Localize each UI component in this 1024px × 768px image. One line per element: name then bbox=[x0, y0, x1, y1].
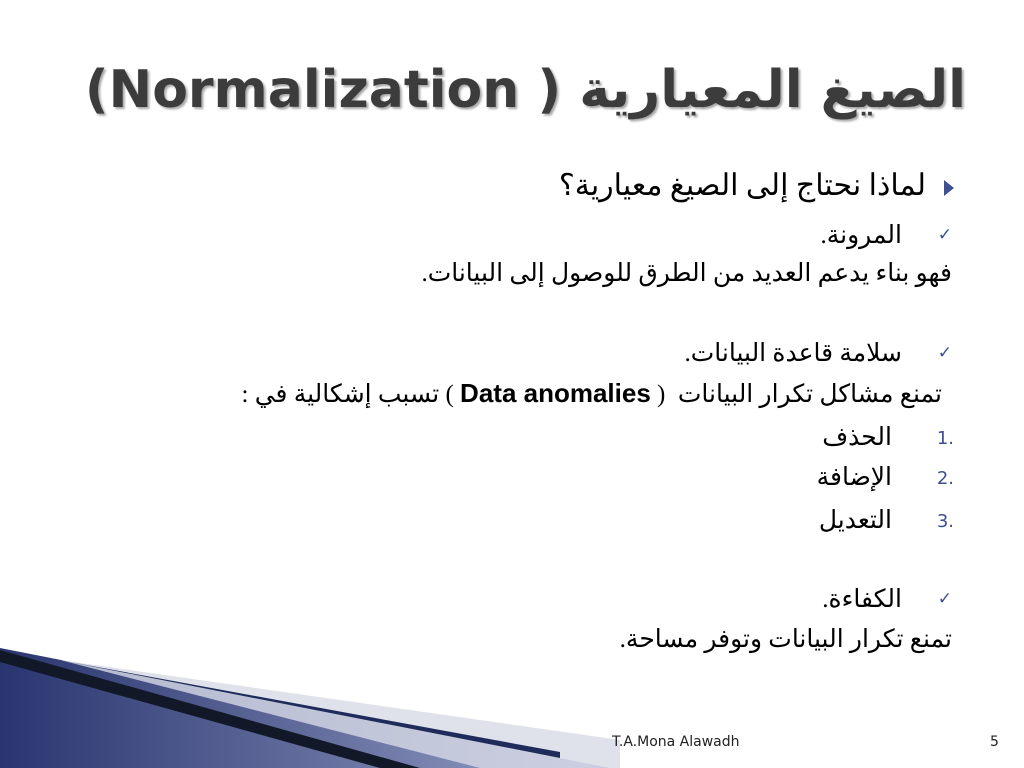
item-label: الحذف bbox=[822, 424, 892, 451]
efficiency-desc bbox=[52, 624, 952, 654]
numbered-item-3 bbox=[52, 505, 952, 535]
page-number: 5 bbox=[990, 734, 999, 750]
flexibility-desc bbox=[52, 258, 952, 288]
slide-title: الصيغ المعيارية ( Normalization) bbox=[84, 60, 966, 120]
checkmark-icon: ✓ bbox=[937, 589, 952, 609]
integrity-text-a: تمنع مشاكل تكرار البيانات bbox=[677, 381, 942, 408]
checkmark-icon: ✓ bbox=[937, 343, 952, 363]
question-text: لماذا نحتاج إلى الصيغ معيارية؟ bbox=[558, 169, 926, 202]
open-paren: ( bbox=[657, 381, 672, 408]
flexibility-text: فهو بناء يدعم العديد من الطرق للوصول إلى البيانات. bbox=[421, 260, 952, 287]
efficiency-text: تمنع تكرار البيانات وتوفر مساحة. bbox=[619, 626, 952, 653]
bullet-integrity bbox=[52, 338, 952, 368]
item-number: 1. bbox=[936, 428, 954, 449]
numbered-item-1 bbox=[52, 422, 952, 452]
arrow-bullet-icon bbox=[944, 180, 954, 196]
numbered-item-2 bbox=[52, 462, 952, 492]
close-paren: ) bbox=[445, 381, 454, 408]
item-label: التعديل bbox=[818, 507, 892, 534]
bullet-label: الكفاءة. bbox=[822, 586, 902, 613]
item-number: 3. bbox=[936, 511, 954, 532]
footer-author: T.A.Mona Alawadh bbox=[612, 734, 740, 750]
bullet-efficiency bbox=[52, 584, 952, 614]
integrity-text-en: Data anomalies bbox=[460, 378, 651, 408]
bullet-label: المرونة. bbox=[820, 222, 902, 249]
integrity-desc bbox=[52, 378, 952, 409]
item-label: الإضافة bbox=[816, 464, 892, 491]
bullet-flexibility bbox=[52, 220, 952, 250]
integrity-text-b: تسبب إشكالية في : bbox=[241, 381, 440, 408]
bullet-label: سلامة قاعدة البيانات. bbox=[684, 340, 902, 367]
item-number: 2. bbox=[936, 468, 954, 489]
checkmark-icon: ✓ bbox=[937, 225, 952, 245]
question-bullet bbox=[52, 168, 952, 203]
